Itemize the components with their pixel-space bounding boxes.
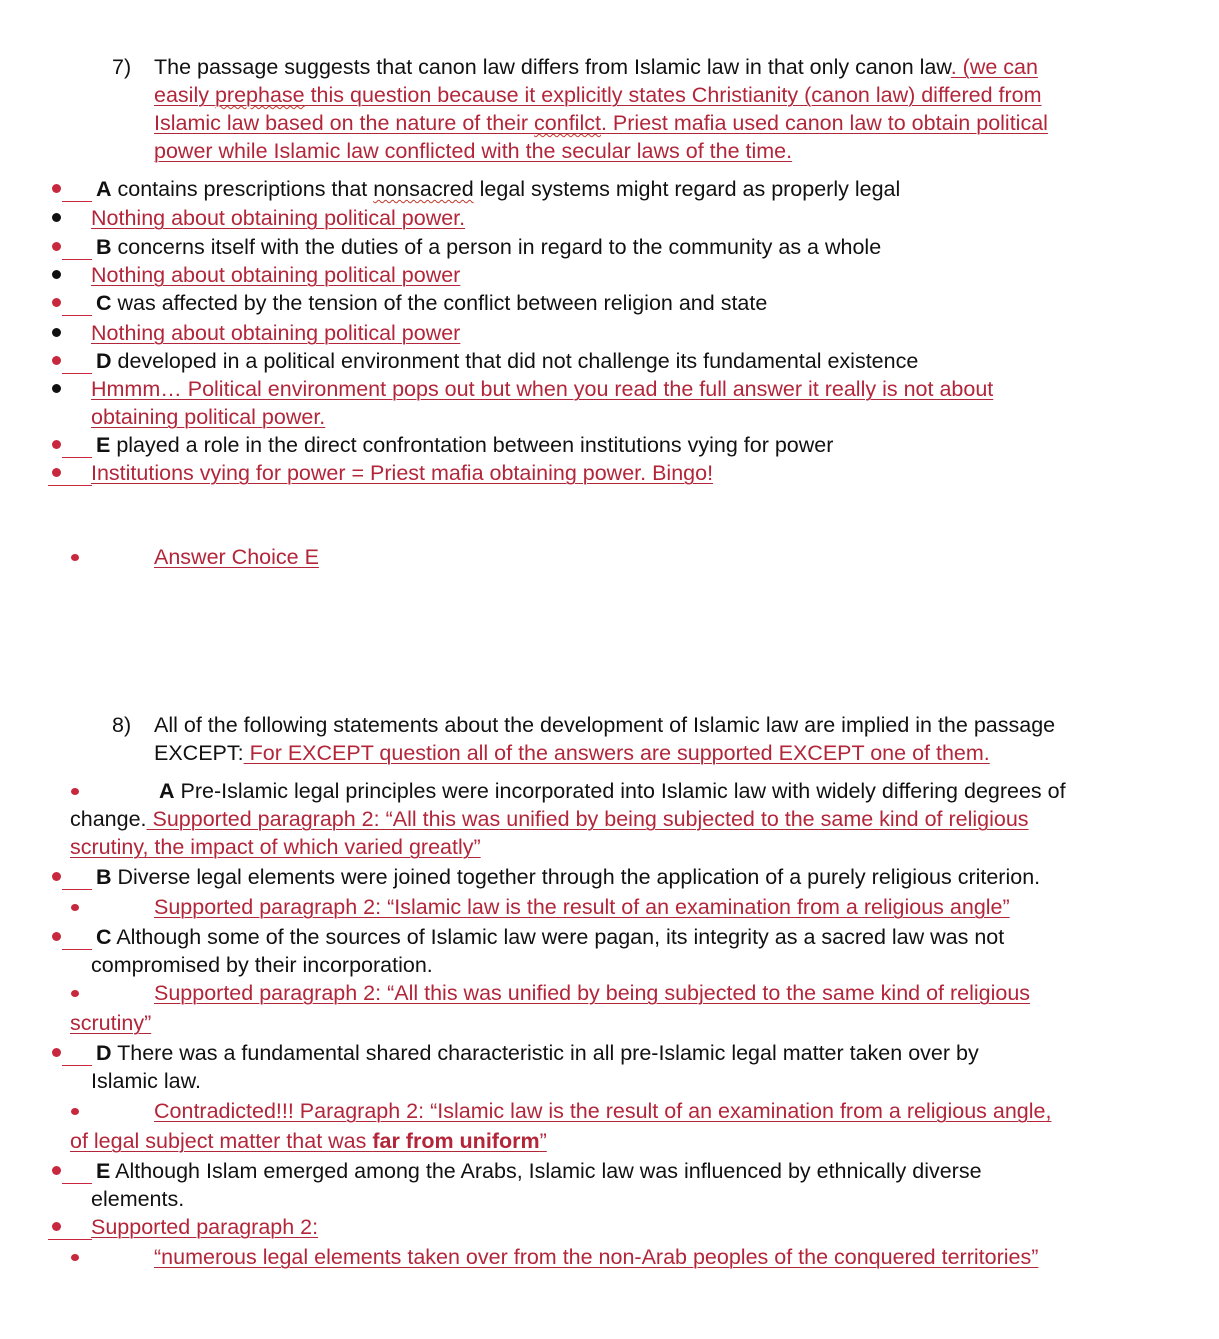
q7-answer: Answer Choice E xyxy=(154,545,319,569)
change-bar-line xyxy=(62,201,92,202)
bullet-icon xyxy=(71,788,79,795)
q7-note-line-3 xyxy=(154,109,1048,137)
bullet-icon xyxy=(52,1166,61,1175)
q7-choice-c-comment: Nothing about obtaining political power xyxy=(91,321,461,345)
change-bar-line xyxy=(62,949,92,950)
bullet-icon xyxy=(52,213,61,222)
q8-stem-except: EXCEPT: xyxy=(154,741,244,765)
q8-choice-a-text-1: Pre-Islamic legal principles were incorporated into Islamic law with widely differing degrees of xyxy=(174,779,1066,803)
q8-choice-e-comment-2: “numerous legal elements taken over from the non-Arab peoples of the conquered territories” xyxy=(154,1245,1039,1269)
q8-stem-line-2 xyxy=(154,739,990,767)
bullet-icon xyxy=(52,1222,61,1231)
bullet-icon xyxy=(52,932,61,941)
q7-note-typo-confilct: confilct xyxy=(534,111,601,135)
q7-choice-c xyxy=(96,289,767,317)
q7-note-1: . (we can xyxy=(950,55,1038,79)
bullet-icon xyxy=(71,990,79,997)
q7-note-2a: easily xyxy=(154,83,215,107)
q8-choice-c-line-1 xyxy=(96,923,1004,951)
q7-note-typo-prephase: prephase xyxy=(214,83,305,107)
change-bar-line xyxy=(48,1239,92,1240)
q7-note-line-2 xyxy=(154,81,1042,109)
q8-choice-d-comment-2b: ” xyxy=(539,1129,547,1153)
q7-choice-a-text-a: contains prescriptions that xyxy=(111,177,374,201)
q8-choice-d-comment-bold: far from uniform xyxy=(372,1129,540,1153)
q8-number: 8) xyxy=(112,713,132,737)
q7-choice-a xyxy=(96,175,900,203)
q8-choice-c-line-2: compromised by their incorporation. xyxy=(91,953,433,977)
q8-choice-d-comment-2a: of legal subject matter that was xyxy=(70,1129,373,1153)
q8-choice-d-line-2: Islamic law. xyxy=(91,1069,201,1093)
q8-choice-e-line-1 xyxy=(96,1157,982,1185)
q7-choice-b-letter: B xyxy=(96,235,112,259)
bullet-icon xyxy=(52,184,61,193)
q7-note-3a: Islamic law based on the nature of their xyxy=(154,111,535,135)
bullet-icon xyxy=(52,1048,61,1057)
q7-choice-e xyxy=(96,431,833,459)
q7-stem-line-1 xyxy=(154,53,1038,81)
change-bar-line xyxy=(62,1183,92,1184)
q7-choice-e-text: played a role in the direct confrontation between institutions vying for power xyxy=(110,433,834,457)
q7-choice-e-letter: E xyxy=(96,433,111,457)
q8-note: For EXCEPT question all of the answers are supported EXCEPT one of them. xyxy=(243,741,990,765)
q8-choice-e-comment-1: Supported paragraph 2: xyxy=(91,1215,319,1239)
q8-choice-d-comment-1: Contradicted!!! Paragraph 2: “Islamic law is the result of an examination from a religious angle, xyxy=(154,1099,1052,1123)
q8-choice-a-line-1 xyxy=(159,777,1066,805)
q8-choice-b-comment: Supported paragraph 2: “Islamic law is the result of an examination from a religious angle” xyxy=(154,895,1010,919)
q7-choice-d xyxy=(96,347,918,375)
change-bar-line xyxy=(62,315,92,316)
bullet-icon xyxy=(52,468,61,477)
q8-choice-d-letter: D xyxy=(96,1041,112,1065)
q8-choice-a-text-2: change. xyxy=(70,807,147,831)
q7-choice-a-letter: A xyxy=(96,177,112,201)
q7-choice-d-comment-2: obtaining political power. xyxy=(91,405,326,429)
q7-choice-b xyxy=(96,233,881,261)
q7-choice-a-comment: Nothing about obtaining political power. xyxy=(91,206,466,230)
change-bar-line xyxy=(62,457,92,458)
q8-choice-a-comment-1: Supported paragraph 2: “All this was unified by being subjected to the same kind of religious xyxy=(146,807,1029,831)
bullet-icon xyxy=(52,440,61,449)
change-bar-line xyxy=(62,889,92,890)
q8-choice-a-comment-2: scrutiny, the impact of which varied greatly” xyxy=(70,835,481,859)
change-bar-line xyxy=(62,373,92,374)
bullet-icon xyxy=(71,904,79,911)
q8-choice-b-text: Diverse legal elements were joined together through the application of a purely religious criterion. xyxy=(111,865,1041,889)
bullet-icon xyxy=(71,554,79,561)
q8-choice-c-comment-2: scrutiny” xyxy=(70,1011,152,1035)
q7-choice-a-typo-nonsacred: nonsacred xyxy=(373,177,474,201)
q8-choice-d-line-1 xyxy=(96,1039,979,1067)
q7-note-3b: . Priest mafia used canon law to obtain political xyxy=(600,111,1048,135)
q7-choice-e-comment: Institutions vying for power = Priest mafia obtaining power. Bingo! xyxy=(91,461,714,485)
q8-stem-line-1: All of the following statements about the development of Islamic law are implied in the passage xyxy=(154,713,1056,737)
q8-choice-a-letter: A xyxy=(159,779,175,803)
q8-choice-a-line-2 xyxy=(70,805,1029,833)
q8-choice-c-letter: C xyxy=(96,925,112,949)
q7-choice-d-letter: D xyxy=(96,349,112,373)
q8-choice-d-text-1: There was a fundamental shared characteristic in all pre-Islamic legal matter taken over by xyxy=(111,1041,979,1065)
q7-choice-a-text-b: legal systems might regard as properly legal xyxy=(473,177,901,201)
q7-choice-b-text: concerns itself with the duties of a person in regard to the community as a whole xyxy=(111,235,882,259)
q7-stem: The passage suggests that canon law differs from Islamic law in that only canon law xyxy=(154,55,951,79)
q7-number: 7) xyxy=(112,55,132,79)
change-bar-line xyxy=(62,259,92,260)
q7-choice-c-letter: C xyxy=(96,291,112,315)
bullet-icon xyxy=(71,1108,79,1115)
bullet-icon xyxy=(52,270,61,279)
q7-choice-d-text: developed in a political environment that did not challenge its fundamental existence xyxy=(111,349,919,373)
bullet-icon xyxy=(52,328,61,337)
q7-choice-d-comment-1: Hmmm… Political environment pops out but when you read the full answer it really is not about xyxy=(91,377,994,401)
q8-choice-e-letter: E xyxy=(96,1159,111,1183)
bullet-icon xyxy=(71,1254,79,1261)
q8-choice-d-comment-2 xyxy=(70,1127,547,1155)
bullet-icon xyxy=(52,298,61,307)
q8-choice-b xyxy=(96,863,1040,891)
q8-choice-b-letter: B xyxy=(96,865,112,889)
bullet-icon xyxy=(52,384,61,393)
q8-choice-e-line-2: elements. xyxy=(91,1187,185,1211)
change-bar-line xyxy=(48,485,92,486)
change-bar-line xyxy=(62,1065,92,1066)
bullet-icon xyxy=(52,872,61,881)
q8-choice-c-comment-1: Supported paragraph 2: “All this was unified by being subjected to the same kind of religious xyxy=(154,981,1031,1005)
q7-choice-b-comment: Nothing about obtaining political power xyxy=(91,263,461,287)
q7-note-line-4: power while Islamic law conflicted with the secular laws of the time. xyxy=(154,139,793,163)
q8-choice-e-text-1: Although Islam emerged among the Arabs, Islamic law was influenced by ethnically diverse xyxy=(110,1159,982,1183)
bullet-icon xyxy=(52,356,61,365)
bullet-icon xyxy=(52,242,61,251)
q7-choice-c-text: was affected by the tension of the conflict between religion and state xyxy=(111,291,768,315)
q8-choice-c-text-1: Although some of the sources of Islamic law were pagan, its integrity as a sacred law was not xyxy=(111,925,1005,949)
q7-note-2b: this question because it explicitly states Christianity (canon law) differed from xyxy=(304,83,1042,107)
